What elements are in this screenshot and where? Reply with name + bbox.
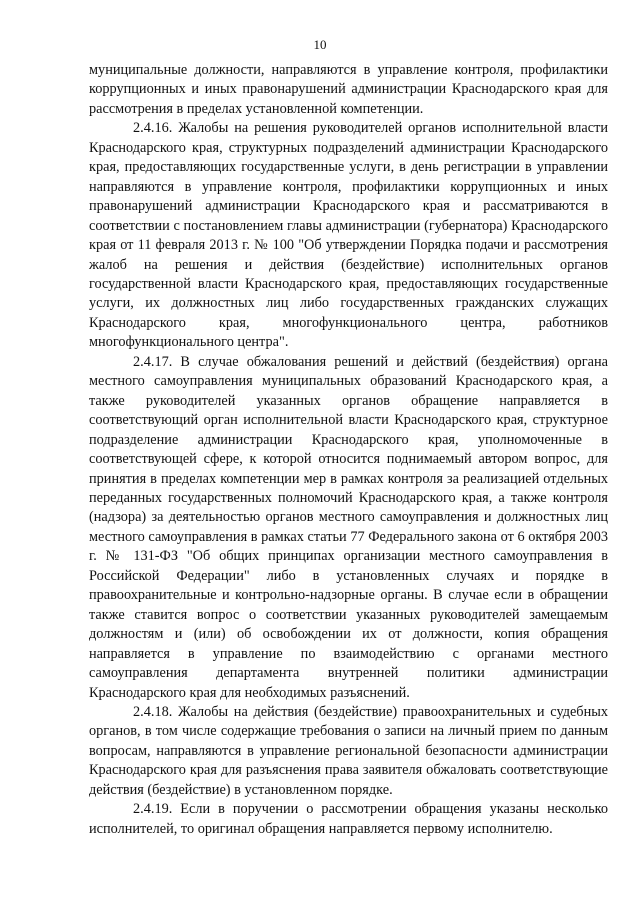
paragraph-continuation: муниципальные должности, направляются в управление контроля, профилактики коррупционных и иных правонарушений администрации Краснодарского края для рассмотрения в пределах установленной компетенции. — [89, 62, 608, 117]
page-number: 10 — [313, 37, 327, 52]
paragraph-2-4-18: 2.4.18. Жалобы на действия (бездействие) правоохранительных и судебных органов, в том числе содержащие требования о записи на личный прием по данным вопросам, направляются в управление региональной безопасности администрации Краснодарского края для разъяснения права заявителя обжаловать соответствующие действия (бездействие) в установленном порядке. — [89, 703, 608, 798]
paragraph-2-4-19: 2.4.19. Если в поручении о рассмотрении обращения указаны несколько исполнителей, то оригинал обращения направляется первому исполнителю. — [89, 801, 608, 837]
paragraph-2-4-16: 2.4.16. Жалобы на решения руководителей органов исполнительной власти Краснодарского края, структурных подразделений администрации Краснодарского края, предоставляющих государственные услуги, в день регистрации в управлении направляются в управление контроля, профилактики коррупционных и иных правонарушений администрации Краснодарского края и рассматриваются в соответствии с постановлением главы администрации (губернатора) Краснодарского края от 11 февраля 2013 г. № 100 "Об утверждении Порядка подачи и рассмотрения жалоб на решения и действия (бездействие) исполнительных органов государственной власти Краснодарского края, предоставляющих государственные услуги, их должностных лиц либо государственных гражданских служащих Краснодарского края, многофункционального центра, работников многофункционального центра". — [89, 120, 608, 351]
document-body — [89, 61, 608, 839]
paragraph-2-4-17: 2.4.17. В случае обжалования решений и действий (бездействия) органа местного самоуправления муниципальных образований Краснодарского края, а также руководителей указанных органов обращение направляется в соответствующий орган исполнительной власти Краснодарского края, структурное подразделение администрации Краснодарского края, уполномоченные в соответствующей сфере, к которой относится поднимаемый автором вопрос, для принятия в пределах компетенции мер в рамках контроля за реализацией отдельных переданных государственных полномочий Краснодарского края, а также контроля (надзора) за деятельностью органов местного самоуправления и должностных лиц местного самоуправления в рамках статьи 77 Федерального закона от 6 октября 2003 г. № 131-ФЗ "Об общих принципах организации местного самоуправления в Российской Федерации" либо в установленных случаях и порядке в правоохранительные и контрольно-надзорные органы. В случае если в обращении также ставится вопрос о соответствии указанных руководителей замещаемым должностям и (или) об освобождении их от должности, копия обращения направляется в управление по взаимодействию с органами местного самоуправления департамента внутренней политики администрации Краснодарского края для необходимых разъяснений. — [89, 353, 608, 701]
